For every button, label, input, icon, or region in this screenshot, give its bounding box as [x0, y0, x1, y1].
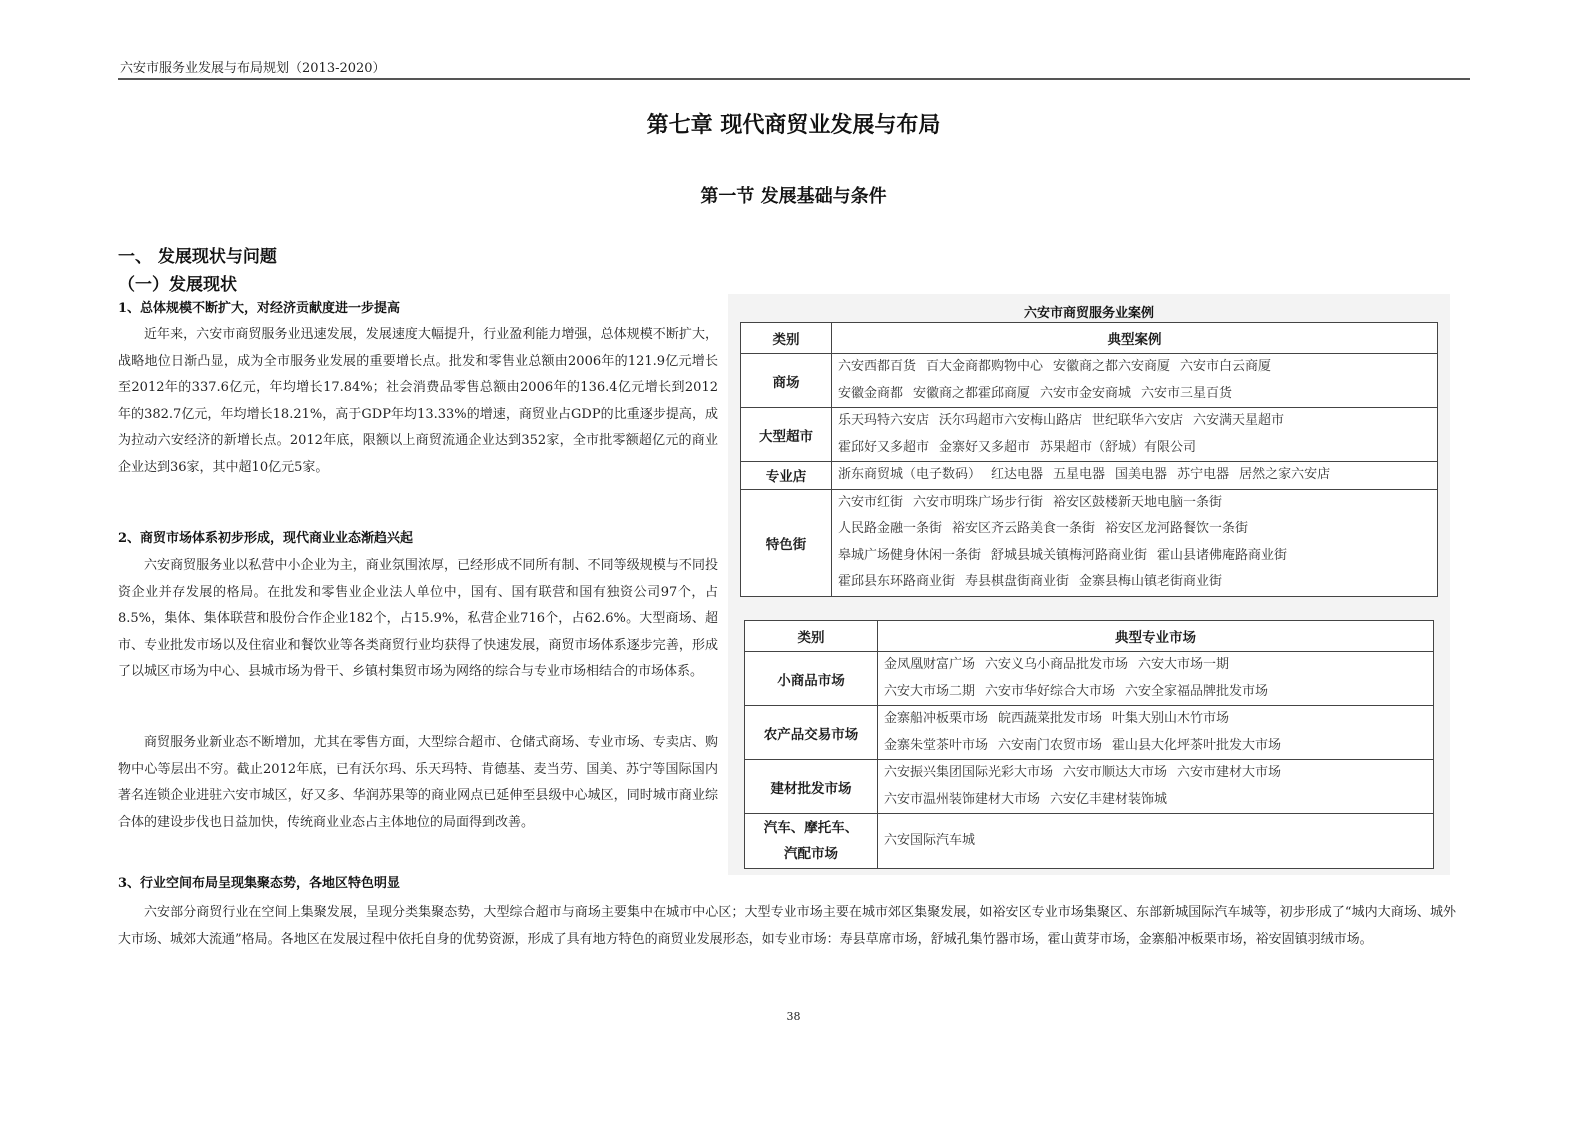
category-line: 汽车、摩托车、	[763, 820, 859, 836]
heading-level1: 一、 发展现状与问题	[118, 247, 277, 267]
table-row	[741, 462, 1438, 490]
case-item: 霍山县诸佛庵路商业街	[1157, 547, 1288, 563]
case-item: 六安南门农贸市场	[998, 737, 1103, 753]
items-line	[838, 381, 1431, 408]
items-cell	[878, 814, 1434, 869]
case-item: 六安振兴集团国际光彩大市场	[884, 765, 1054, 780]
case-item: 寿县棋盘街商业街	[965, 574, 1070, 589]
items-cell	[832, 354, 1438, 408]
case-item: 六安市金安商城	[1040, 385, 1132, 401]
category-line: 汽配市场	[784, 846, 838, 862]
case-item: 霍山县大化坪茶叶批发大市场	[1112, 737, 1282, 753]
document-title: 六安市服务业发展与布局规划（2013-2020）	[120, 61, 386, 76]
items-line	[838, 543, 1431, 570]
items-line	[838, 490, 1431, 517]
case-item: 五星电器	[1053, 467, 1106, 482]
column-header: 典型案例	[832, 323, 1438, 354]
case-item: 苏宁电器	[1177, 467, 1230, 482]
page-number: 38	[786, 1010, 801, 1023]
case-item: 百大金商都购物中心	[926, 359, 1044, 374]
items-cell	[832, 462, 1438, 490]
paragraph: 商贸服务业新业态不断增加，尤其在零售方面，大型综合超市、仓储式商场、专业市场、专卖店、购物中心等层出不穷。截止2012年底，已有沃尔玛、乐天玛特、肯德基、麦当劳、国美、苏宁等国际国内著名连锁企业进驻六安市城区，好又多、华润苏果等的商业网点已延伸至县级中心城区，同时城市商业综合体的建设步伐也日益加快，传统商业业态占主体地位的局面得到改善。	[118, 735, 718, 830]
case-item: 六安市白云商厦	[1180, 359, 1272, 374]
table-row	[745, 652, 1434, 706]
items-cell	[878, 760, 1434, 814]
table-caption: 六安市商贸服务业案例	[1023, 306, 1154, 321]
case-item: 世纪联华六安店	[1092, 413, 1184, 428]
case-item: 居然之家六安店	[1239, 467, 1331, 482]
case-item: 六安市红街	[838, 494, 904, 510]
case-item: 六安市三星百货	[1141, 385, 1233, 401]
case-item: 六安亿丰建材装饰城	[1050, 791, 1168, 807]
case-item: 沃尔玛超市六安梅山路店	[939, 413, 1083, 428]
items-line	[884, 733, 1427, 760]
case-item: 苏果超市（舒城）有限公司	[1040, 439, 1197, 455]
table-header-row	[741, 323, 1438, 354]
case-item: 金寨好又多超市	[939, 439, 1031, 455]
items-line	[838, 408, 1431, 435]
case-item: 安徽金商都	[838, 385, 904, 401]
heading-level2: （一）发展现状	[118, 275, 237, 295]
items-line	[838, 435, 1431, 462]
items-cell	[832, 408, 1438, 462]
case-item: 国美电器	[1115, 467, 1168, 482]
case-item: 六安市顺达大市场	[1063, 765, 1168, 780]
case-item: 六安全家福品牌批发市场	[1125, 683, 1269, 699]
section-title: 第一节 发展基础与条件	[700, 186, 887, 207]
paragraph: 六安商贸服务业以私营中小企业为主，商业氛围浓厚，已经形成不同所有制、不同等级规模与不同投资企业并存发展的格局。在批发和零售业企业法人单位中，国有、国有联营和国有独资公司97个，占8.5%，集体、集体联营和股份合作企业182个，占15.9%，私营企业716个，占62.6%。大型商场、超市、专业批发市场以及住宿业和餐饮业等各类商贸行业均获得了快速发展，商贸市场体系逐步完善，形成了以城区市场为中心、县城市场为骨干、乡镇村集贸市场为网络的综合与专业市场相结合的市场体系。	[118, 558, 718, 679]
table-row	[745, 814, 1434, 869]
case-item: 皋城广场健身休闲一条街	[838, 547, 982, 563]
case-item: 六安大市场一期	[1138, 657, 1230, 672]
subsection-heading: 1、总体规模不断扩大，对经济贡献度进一步提高	[118, 301, 401, 316]
case-item: 六安西都百货	[838, 359, 917, 374]
items-line	[838, 569, 1431, 596]
case-item: 六安国际汽车城	[884, 832, 976, 848]
case-item: 六安市明珠广场步行街	[913, 494, 1044, 510]
case-item: 舒城县城关镇梅河路商业街	[991, 547, 1148, 563]
category-cell: 农产品交易市场	[745, 706, 878, 760]
case-item: 六安义乌小商品批发市场	[985, 657, 1129, 672]
running-header	[118, 56, 1470, 80]
case-item: 霍邱县东环路商业街	[838, 574, 956, 589]
case-item: 金寨县梅山镇老街商业街	[1079, 574, 1223, 589]
table-row	[745, 706, 1434, 760]
items-line	[884, 828, 1427, 855]
category-cell: 大型超市	[741, 408, 832, 462]
category-cell	[745, 814, 878, 869]
case-item: 六安市温州装饰建材大市场	[884, 791, 1041, 807]
case-item: 叶集大别山木竹市场	[1112, 711, 1230, 726]
paragraph: 近年来，六安市商贸服务业迅速发展，发展速度大幅提升，行业盈利能力增强，总体规模不断扩大，战略地位日渐凸显，成为全市服务业发展的重要增长点。批发和零售业总额由2006年的121.9亿元增长至2012年的337.6亿元，年均增长17.84%；社会消费品零售总额由2006年的136.4亿元增长到2012年的382.7亿元，年均增长18.21%，高于GDP年均13.33%的增速，商贸业占GDP的比重逐步提高，成为拉动六安经济的新增长点。2012年底，限额以上商贸流通企业达到352家，全市批零额超亿元的商业企业达到36家，其中超10亿元5家。	[118, 327, 718, 475]
column-header: 典型专业市场	[878, 621, 1434, 652]
items-cell	[832, 489, 1438, 596]
table-row	[745, 760, 1434, 814]
category-cell: 商场	[741, 354, 832, 408]
category-cell: 专业店	[741, 462, 832, 490]
specialized-markets-table	[744, 620, 1434, 869]
items-line	[884, 760, 1427, 787]
column-header: 类别	[745, 621, 878, 652]
case-item: 金寨朱堂茶叶市场	[884, 737, 989, 753]
items-cell	[878, 706, 1434, 760]
items-line	[838, 462, 1431, 489]
items-cell	[878, 652, 1434, 706]
subsection-heading: 2、商贸市场体系初步形成，现代商业业态渐趋兴起	[118, 531, 414, 546]
case-item: 乐天玛特六安店	[838, 413, 930, 428]
case-item: 霍邱好又多超市	[838, 439, 930, 455]
items-line	[884, 652, 1427, 679]
commerce-cases-table	[740, 322, 1438, 597]
case-item: 裕安区龙河路餐饮一条街	[1105, 521, 1249, 536]
items-line	[884, 679, 1427, 706]
case-item: 金寨船冲板栗市场	[884, 711, 989, 726]
category-cell: 小商品市场	[745, 652, 878, 706]
case-item: 裕安区齐云路美食一条街	[952, 521, 1096, 536]
table-row	[741, 408, 1438, 462]
items-line	[838, 516, 1431, 543]
case-item: 浙东商贸城（电子数码）	[838, 467, 982, 482]
items-line	[884, 787, 1427, 814]
case-item: 皖西蔬菜批发市场	[998, 711, 1103, 726]
case-item: 六安市华好综合大市场	[985, 683, 1116, 699]
table-header-row	[745, 621, 1434, 652]
case-item: 六安满天星超市	[1193, 413, 1285, 428]
table-row	[741, 489, 1438, 596]
items-line	[838, 354, 1431, 381]
items-line	[884, 706, 1427, 733]
case-item: 六安市建材大市场	[1177, 765, 1282, 780]
category-cell: 建材批发市场	[745, 760, 878, 814]
column-header: 类别	[741, 323, 832, 354]
chapter-title: 第七章 现代商贸业发展与布局	[646, 113, 941, 138]
case-item: 人民路金融一条街	[838, 521, 943, 536]
case-item: 红达电器	[991, 467, 1044, 482]
paragraph: 六安部分商贸行业在空间上集聚发展，呈现分类集聚态势，大型综合超市与商场主要集中在城市中心区；大型专业市场主要在城市郊区集聚发展，如裕安区专业市场集聚区、东部新城国际汽车城等，初步形成了“城内大商场、城外大市场、城郊大流通”格局。各地区在发展过程中依托自身的优势资源，形成了具有地方特色的商贸业发展形态，如专业市场：寿县草席市场，舒城孔集竹器市场，霍山黄芽市场，金寨船冲板栗市场，裕安固镇羽绒市场。	[118, 905, 1456, 947]
case-item: 裕安区鼓楼新天地电脑一条街	[1053, 494, 1223, 510]
subsection-heading: 3、行业空间布局呈现集聚态势，各地区特色明显	[118, 876, 401, 891]
case-item: 安徽商之都六安商厦	[1053, 359, 1171, 374]
table-row	[741, 354, 1438, 408]
case-item: 六安大市场二期	[884, 683, 976, 699]
case-item: 安徽商之都霍邱商厦	[913, 385, 1031, 401]
category-cell: 特色街	[741, 489, 832, 596]
case-item: 金凤凰财富广场	[884, 657, 976, 672]
